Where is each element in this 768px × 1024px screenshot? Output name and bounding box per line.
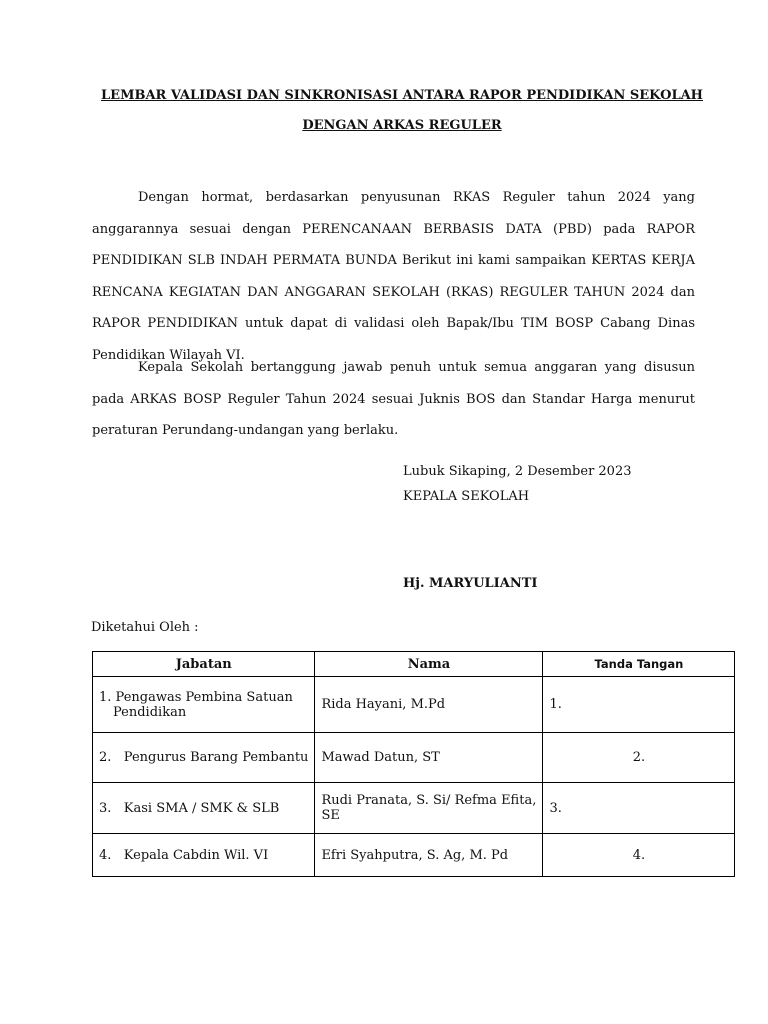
header-tanda-tangan: Tanda Tangan xyxy=(543,652,735,677)
table-header-row xyxy=(93,652,735,677)
place-date: Lubuk Sikaping, 2 Desember 2023 xyxy=(403,464,632,479)
cell-jabatan: 3. Kasi SMA / SMK & SLB xyxy=(93,783,315,834)
table-row xyxy=(93,677,735,733)
paragraph-responsibility xyxy=(92,352,695,447)
header-nama: Nama xyxy=(315,652,543,677)
cell-nama: Rida Hayani, M.Pd xyxy=(315,677,543,733)
cell-jabatan: 2. Pengurus Barang Pembantu xyxy=(93,733,315,783)
cell-nama: Efri Syahputra, S. Ag, M. Pd xyxy=(315,834,543,877)
cell-tanda-tangan: 4. xyxy=(543,834,735,877)
jabatan-text: 1. Pengawas Pembina Satuan Pendidikan xyxy=(99,689,293,720)
table-row xyxy=(93,783,735,834)
paragraph-intro-text: Dengan hormat, berdasarkan penyusunan RKAS Reguler tahun 2024 yang anggarannya sesuai dengan PERENCANAAN BERBASIS DATA (PBD) pada RAPOR PENDIDIKAN SLB INDAH PERMATA BUNDA Berikut ini kami sampaikan KERTAS KERJA RENCANA KEGIATAN DAN ANGGARAN SEKOLAH (RKAS) REGULER TAHUN 2024 dan RAPOR PENDIDIKAN untuk dapat di validasi oleh Bapak/Ibu TIM BOSP Cabang Dinas Pendidikan Wilayah VI. xyxy=(92,190,695,363)
paragraph-intro xyxy=(92,182,695,371)
known-by-label: Diketahui Oleh : xyxy=(91,620,199,635)
approval-table xyxy=(92,651,735,877)
header-jabatan: Jabatan xyxy=(93,652,315,677)
cell-jabatan xyxy=(93,677,315,733)
document-title-line2: DENGAN ARKAS REGULER xyxy=(302,118,502,133)
document-title-line1: LEMBAR VALIDASI DAN SINKRONISASI ANTARA RAPOR PENDIDIKAN SEKOLAH xyxy=(101,88,703,103)
signer-name: Hj. MARYULIANTI xyxy=(403,576,538,591)
cell-tanda-tangan: 1. xyxy=(543,677,735,733)
cell-nama: Rudi Pranata, S. Si/ Refma Efita, SE xyxy=(315,783,543,834)
cell-tanda-tangan: 3. xyxy=(543,783,735,834)
cell-nama: Mawad Datun, ST xyxy=(315,733,543,783)
table-row xyxy=(93,834,735,877)
signer-role: KEPALA SEKOLAH xyxy=(403,489,530,504)
table-row xyxy=(93,733,735,783)
cell-tanda-tangan: 2. xyxy=(543,733,735,783)
cell-jabatan: 4. Kepala Cabdin Wil. VI xyxy=(93,834,315,877)
paragraph-responsibility-text: Kepala Sekolah bertanggung jawab penuh untuk semua anggaran yang disusun pada ARKAS BOSP Reguler Tahun 2024 sesuai Juknis BOS dan Standar Harga menurut peraturan Perundang-undangan yang berlaku. xyxy=(92,360,695,438)
